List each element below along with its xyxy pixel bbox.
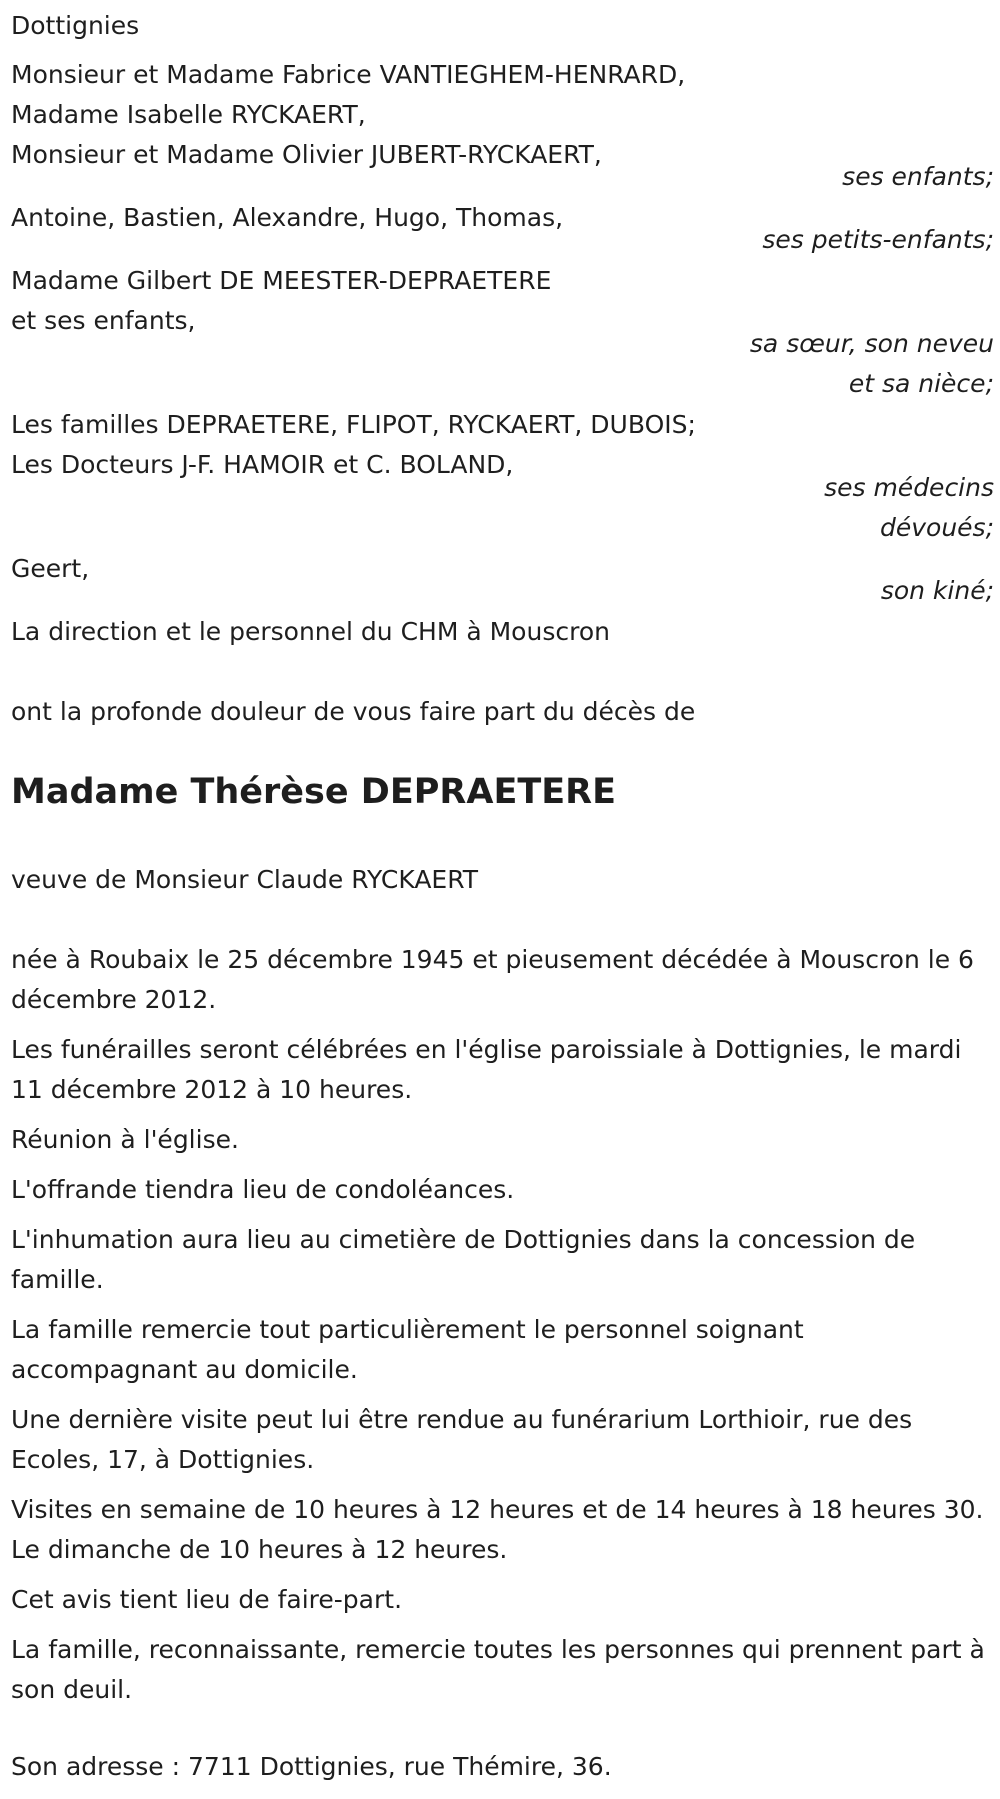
visit-hours-paragraph: Visites en semaine de 10 heures à 12 heures et de 14 heures à 18 heures 30. Le dimanche de 10 heures à 12 heures. (11, 1495, 984, 1564)
hospital-line: La direction et le personnel du CHM à Mouscron (11, 617, 610, 646)
sister-role: sa sœur, son neveu (749, 329, 994, 358)
funeral-paragraph: Les funérailles seront célébrées en l'église paroissiale à Dottignies, le mardi 11 décembre 2012 à 10 heures. (11, 1035, 962, 1104)
sister-line: Madame Gilbert DE MEESTER-DEPRAETERE (11, 266, 552, 295)
sister-line: et ses enfants, (11, 306, 196, 335)
child-line: Madame Isabelle RYCKAERT, (11, 100, 366, 129)
thanks-all-paragraph: La famille, reconnaissante, remercie toutes les personnes qui prennent part à son deuil. (11, 1635, 985, 1704)
doctors-role: dévoués; (879, 513, 994, 542)
birth-death-paragraph: née à Roubaix le 25 décembre 1945 et pieusement décédée à Mouscron le 6 décembre 2012. (11, 945, 974, 1014)
burial-paragraph: L'inhumation aura lieu au cimetière de Dottignies dans la concession de famille. (11, 1225, 916, 1294)
offering-paragraph: L'offrande tiendra lieu de condoléances. (11, 1175, 515, 1204)
last-visit-paragraph: Une dernière visite peut lui être rendue au funérarium Lorthioir, rue des Ecoles, 17, à Dottignies. (11, 1405, 913, 1474)
grandchildren-role: ses petits-enfants; (762, 225, 994, 254)
families-line: Les familles DEPRAETERE, FLIPOT, RYCKAERT, DUBOIS; (11, 410, 696, 439)
meeting-paragraph: Réunion à l'église. (11, 1125, 239, 1154)
children-role: ses enfants; (842, 162, 994, 191)
doctors-line: Les Docteurs J-F. HAMOIR et C. BOLAND, (11, 450, 514, 479)
widow-of-line: veuve de Monsieur Claude RYCKAERT (11, 865, 479, 894)
town-heading: Dottignies (11, 11, 140, 40)
doctors-role: ses médecins (824, 473, 994, 502)
notice-paragraph: Cet avis tient lieu de faire-part. (11, 1585, 403, 1614)
announcement-intro: ont la profonde douleur de vous faire part du décès de (11, 697, 696, 726)
physio-role: son kiné; (880, 576, 994, 605)
deceased-name: Madame Thérèse DEPRAETERE (11, 772, 616, 812)
child-line: Monsieur et Madame Fabrice VANTIEGHEM-HENRARD, (11, 60, 686, 89)
physio-line: Geert, (11, 554, 90, 583)
child-line: Monsieur et Madame Olivier JUBERT-RYCKAERT, (11, 140, 602, 169)
address-line: Son adresse : 7711 Dottignies, rue Thémire, 36. (11, 1752, 612, 1781)
thanks-staff-paragraph: La famille remercie tout particulièrement le personnel soignant accompagnant au domicile. (11, 1315, 804, 1384)
sister-role: et sa nièce; (848, 369, 994, 398)
grandchildren-line: Antoine, Bastien, Alexandre, Hugo, Thomas, (11, 203, 564, 232)
